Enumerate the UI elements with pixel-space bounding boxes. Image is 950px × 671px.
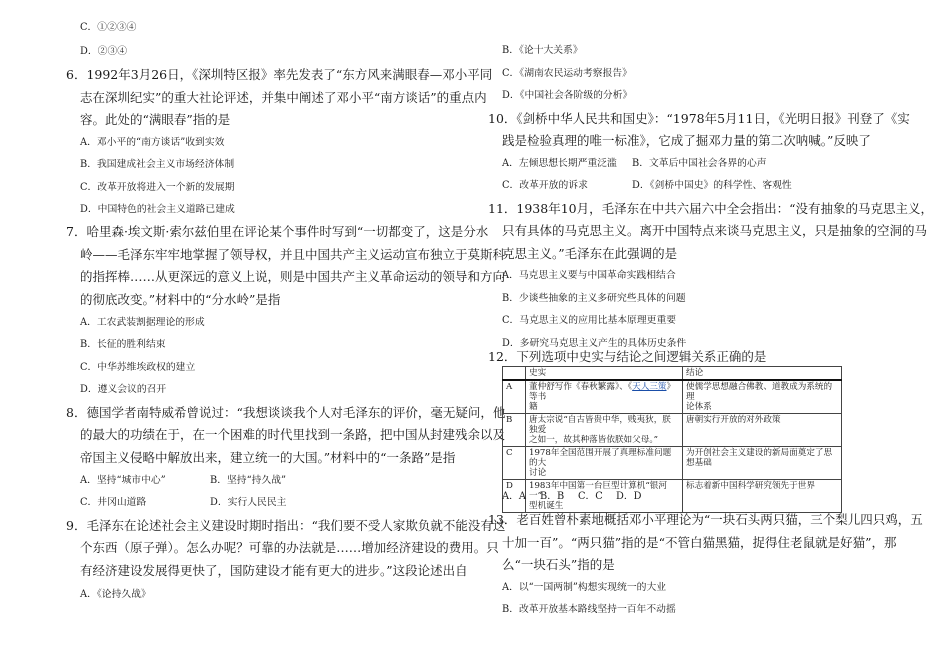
q6-stem-line-1: 6．1992年3月26日，《深圳特区报》率先发表了“东方风来满眼春—邓小平同 [66,67,493,82]
q6-option-a: A．邓小平的“南方谈话”收到实效 [80,137,225,148]
q8-stem-line-2: 的最大的功绩在于，在一个困难的时代里找到一条路，把中国从封建残余以及 [80,427,506,442]
row-id: B [503,414,526,447]
table-row [503,447,842,480]
q13-stem-line-1: 13．老百姓曾朴素地概括邓小平理论为“一块石头两只猫，三个梨儿四只鸡，五 [488,512,923,527]
row-conclusion [683,447,842,480]
q9-stem-line-2: 个东西（原子弹）。怎么办呢？可靠的办法就是……增加经济建设的费用。只 [80,540,499,555]
q10-stem-line-1: 10．《剑桥中华人民共和国史》：“1978年5月11日，《光明日报》刊登了《实 [488,111,910,126]
q8-stem-line-1: 8．德国学者南特威希曾说过：“我想谈谈我个人对毛泽东的评价，毫无疑问，他 [66,405,506,420]
q9-stem-line-1: 9．毛泽东在论述社会主义建设时期时指出：“我们要不受人家欺负就不能没有这 [66,518,506,533]
q10-option-d: D．《剑桥中国史》的科学性、客观性 [632,180,792,191]
table-header-fact: 史实 [526,367,683,381]
row-conclusion-text-2: 论体系 [686,402,712,412]
q6-stem-line-3: 容。此处的“满眼春”指的是 [80,112,231,127]
q12-option-c: C．C [578,491,603,502]
q13-option-a: A．以“一国两制”构想实现统一的大业 [502,582,667,593]
q11-option-d: D．多研究马克思主义产生的具体历史条件 [502,338,687,349]
row-fact-text-tail: 》等书 [529,382,676,402]
row-fact-text-2: 之如一，故其种落皆依朕如父母。” [529,435,659,445]
q13-option-b: B．改革开放基本路线坚持一百年不动摇 [502,604,676,615]
row-fact-text: 董仲舒写作《春秋繁露》、《 [529,382,633,392]
row-fact-text-2: 型机诞生 [529,501,564,511]
row-conclusion-text-2: 想基础 [686,458,712,468]
q9-stem-line-3: 有经济建设发展得更快了，国防建设才能有更大的进步。”这段论述出自 [80,563,468,578]
row-conclusion-text: 使儒学思想融合佛教、道教成为系统的理 [686,382,833,402]
row-fact-text-2: 讨论 [529,468,547,478]
q6-option-d: D．中国特色的社会主义道路已建成 [80,204,235,215]
q11-stem-line-3: 克思主义。”毛泽东在此强调的是 [502,246,678,261]
q12-stem: 12．下列选项中史实与结论之间逻辑关系正确的是 [488,349,767,364]
q10-stem-line-2: 践是检验真理的唯一标准》，它成了掘邓力量的第二次呐喊。”反映了 [502,133,871,148]
q8-option-c: C．井冈山道路 [80,497,147,508]
q8-option-d: D．实行人民民主 [210,497,287,508]
q6-option-b: B．我国建成社会主义市场经济体制 [80,159,235,170]
q13-stem-line-2: 十加一百”。“两只猫”指的是“不管白猫黑猫，捉得住老鼠就是好猫”，那 [502,535,897,550]
q9-option-a: A．《论持久战》 [80,589,151,600]
q8-option-a: A．坚持“城市中心” [80,475,166,486]
q9-option-d: D．《中国社会各阶级的分析》 [502,90,633,101]
q8-option-b: B．坚持“持久战” [210,475,286,486]
row-conclusion [683,414,842,447]
row-fact [526,414,683,447]
row-conclusion-text: 标志着新中国科学研究领先于世界 [686,481,815,491]
q7-stem-line-1: 7．哈里森·埃文斯·索尔兹伯里在评论某个事件时写到“一切都变了，这是分水 [66,224,489,239]
table-row [503,380,842,414]
q9-option-c: C．《湖南农民运动考察报告》 [502,68,632,79]
q7-option-d: D．遵义会议的召开 [80,384,167,395]
row-conclusion [683,480,842,513]
q11-stem-line-1: 11．1938年10月，毛泽东在中共六届六中全会指出：“没有抽象的马克思主义， [488,201,934,216]
tianren-sance-link[interactable]: 天人三策 [632,382,667,392]
row-id: C [503,447,526,480]
table-header-row [503,367,842,381]
row-conclusion [683,380,842,414]
q13-stem-line-3: 么“一块石头”指的是 [502,557,615,572]
row-fact-text-2: 籍 [529,402,538,412]
q12-option-d: D．D [616,491,642,502]
q7-stem-line-4: 的彻底改变。”材料中的“分水岭”是指 [80,292,281,307]
row-fact-text: 唐太宗说“自古皆贵中华，贱夷狄，朕独爱 [529,415,671,435]
q9-option-b: B．《论十大关系》 [502,45,583,56]
row-fact [526,380,683,414]
row-conclusion-text: 唐朝实行开放的对外政策 [686,415,781,425]
q10-option-a: A．左倾思想长期严重泛滥 [502,158,617,169]
q10-option-c: C．改革开放的诉求 [502,180,588,191]
row-id: D [503,480,526,513]
row-id: A [503,380,526,414]
q7-option-c: C．中华苏维埃政权的建立 [80,362,196,373]
prev-option-d: D．②③④ [80,46,128,57]
q7-option-b: B．长征的胜利结束 [80,339,166,350]
q12-option-a: A．A [502,491,526,502]
row-fact-text: 1978年全国范围开展了真理标准问题的大 [529,448,672,468]
table-header-conclusion: 结论 [683,367,842,381]
q11-option-b: B．少谈些抽象的主义多研究些具体的问题 [502,293,686,304]
prev-option-c: C．①②③④ [80,22,137,33]
table-header-blank [503,367,526,381]
row-conclusion-text: 为开创社会主义建设的新局面奠定了思 [686,448,833,458]
q10-option-b: B．文革后中国社会各界的心声 [632,158,767,169]
q7-stem-line-3: 的指挥棒……从更深远的意义上说，则是中国共产主义革命运动的领导和方向 [80,269,506,284]
table-row [503,414,842,447]
q6-option-c: C．改革开放将进入一个新的发展期 [80,182,235,193]
q11-option-c: C．马克思主义的应用比基本原理更重要 [502,315,677,326]
q7-stem-line-2: 岭——毛泽东牢牢地掌握了领导权，并且中国共产主义运动宣布独立于莫斯科 [80,247,506,262]
q12-option-b: B．B [540,491,565,502]
q7-option-a: A．工农武装割据理论的形成 [80,317,205,328]
q11-option-a: A．马克思主义要与中国革命实践相结合 [502,270,676,281]
q11-stem-line-2: 只有具体的马克思主义。离开中国特点来谈马克思主义，只是抽象的空洞的马 [502,223,928,238]
q12-answer-options [502,489,654,505]
row-fact [526,447,683,480]
q8-stem-line-3: 帝国主义侵略中解放出来，建立统一的大国。”材料中的“一条路”是指 [80,450,456,465]
q6-stem-line-2: 志在深圳纪实”的重大社论评述，并集中阐述了邓小平“南方谈话”的重点内 [80,90,487,105]
row-fact-text: 1983年中国第一台巨型计算机“银河一” [529,481,667,501]
